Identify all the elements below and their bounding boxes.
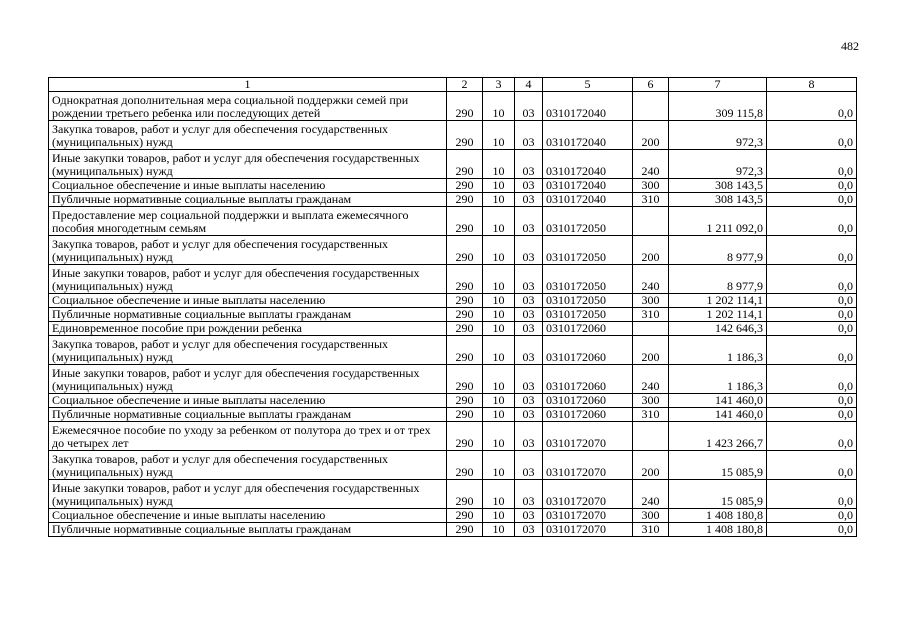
table-row [49,451,857,480]
cell-col-2: 290 [447,451,483,480]
cell-col-3: 10 [483,92,515,121]
cell-col-2: 290 [447,365,483,394]
row-name: Социальное обеспечение и иные выплаты населению [49,179,447,193]
cell-col-6 [633,322,669,336]
cell-col-3: 10 [483,422,515,451]
cell-col-3: 10 [483,236,515,265]
cell-col-6: 240 [633,480,669,509]
cell-col-7: 141 460,0 [669,394,767,408]
cell-col-6: 200 [633,336,669,365]
cell-col-6: 300 [633,179,669,193]
cell-col-5: 0310172070 [543,422,633,451]
table-row [49,179,857,193]
cell-col-6 [633,92,669,121]
cell-col-8: 0,0 [767,422,857,451]
cell-col-4: 03 [515,150,543,179]
table-row [49,322,857,336]
cell-col-7: 1 186,3 [669,365,767,394]
cell-col-5: 0310172060 [543,365,633,394]
cell-col-8: 0,0 [767,265,857,294]
cell-col-4: 03 [515,480,543,509]
cell-col-3: 10 [483,509,515,523]
header-row [49,78,857,92]
row-name: Однократная дополнительная мера социальной поддержки семей при рождении третьего ребенка или последующих детей [49,92,447,121]
table-row [49,92,857,121]
cell-col-7: 1 423 266,7 [669,422,767,451]
table-row [49,150,857,179]
cell-col-4: 03 [515,193,543,207]
cell-col-8: 0,0 [767,365,857,394]
cell-col-2: 290 [447,394,483,408]
cell-col-8: 0,0 [767,523,857,537]
cell-col-2: 290 [447,480,483,509]
cell-col-3: 10 [483,365,515,394]
cell-col-5: 0310172050 [543,236,633,265]
table-row [49,294,857,308]
cell-col-5: 0310172070 [543,523,633,537]
row-name: Публичные нормативные социальные выплаты гражданам [49,408,447,422]
cell-col-4: 03 [515,236,543,265]
cell-col-3: 10 [483,207,515,236]
cell-col-7: 308 143,5 [669,193,767,207]
cell-col-3: 10 [483,394,515,408]
cell-col-2: 290 [447,265,483,294]
column-header: 7 [669,78,767,92]
cell-col-7: 142 646,3 [669,322,767,336]
row-name: Публичные нормативные социальные выплаты гражданам [49,193,447,207]
cell-col-6: 310 [633,193,669,207]
cell-col-5: 0310172050 [543,308,633,322]
column-header: 1 [49,78,447,92]
cell-col-8: 0,0 [767,121,857,150]
cell-col-2: 290 [447,308,483,322]
cell-col-2: 290 [447,294,483,308]
cell-col-3: 10 [483,265,515,294]
cell-col-4: 03 [515,336,543,365]
cell-col-7: 972,3 [669,121,767,150]
cell-col-7: 15 085,9 [669,451,767,480]
row-name: Закупка товаров, работ и услуг для обеспечения государственных (муниципальных) нужд [49,336,447,365]
cell-col-2: 290 [447,121,483,150]
row-name: Публичные нормативные социальные выплаты гражданам [49,308,447,322]
cell-col-2: 290 [447,193,483,207]
column-header: 6 [633,78,669,92]
row-name: Иные закупки товаров, работ и услуг для обеспечения государственных (муниципальных) нужд [49,150,447,179]
row-name: Закупка товаров, работ и услуг для обеспечения государственных (муниципальных) нужд [49,451,447,480]
cell-col-6 [633,207,669,236]
cell-col-5: 0310172060 [543,336,633,365]
cell-col-8: 0,0 [767,150,857,179]
row-name: Закупка товаров, работ и услуг для обеспечения государственных (муниципальных) нужд [49,236,447,265]
row-name: Публичные нормативные социальные выплаты гражданам [49,523,447,537]
table-row [49,365,857,394]
cell-col-6: 310 [633,523,669,537]
table-row [49,236,857,265]
cell-col-2: 290 [447,336,483,365]
cell-col-2: 290 [447,92,483,121]
cell-col-8: 0,0 [767,394,857,408]
cell-col-8: 0,0 [767,509,857,523]
cell-col-6: 200 [633,451,669,480]
cell-col-6: 200 [633,236,669,265]
budget-table [48,77,857,537]
cell-col-5: 0310172040 [543,150,633,179]
cell-col-6: 300 [633,294,669,308]
cell-col-3: 10 [483,480,515,509]
cell-col-4: 03 [515,265,543,294]
cell-col-4: 03 [515,451,543,480]
cell-col-3: 10 [483,294,515,308]
cell-col-6: 240 [633,365,669,394]
cell-col-2: 290 [447,207,483,236]
cell-col-3: 10 [483,193,515,207]
column-header: 3 [483,78,515,92]
row-name: Единовременное пособие при рождении ребенка [49,322,447,336]
cell-col-3: 10 [483,451,515,480]
cell-col-3: 10 [483,308,515,322]
cell-col-6: 200 [633,121,669,150]
cell-col-5: 0310172040 [543,92,633,121]
cell-col-5: 0310172040 [543,179,633,193]
page-number: 482 [841,39,859,53]
cell-col-4: 03 [515,394,543,408]
cell-col-3: 10 [483,150,515,179]
cell-col-8: 0,0 [767,294,857,308]
cell-col-7: 8 977,9 [669,236,767,265]
cell-col-2: 290 [447,523,483,537]
cell-col-7: 308 143,5 [669,179,767,193]
cell-col-5: 0310172040 [543,121,633,150]
column-header: 2 [447,78,483,92]
cell-col-7: 972,3 [669,150,767,179]
table-row [49,480,857,509]
cell-col-5: 0310172060 [543,322,633,336]
cell-col-5: 0310172060 [543,394,633,408]
cell-col-5: 0310172050 [543,265,633,294]
cell-col-4: 03 [515,308,543,322]
column-header: 5 [543,78,633,92]
cell-col-6: 300 [633,509,669,523]
cell-col-5: 0310172050 [543,294,633,308]
cell-col-2: 290 [447,179,483,193]
cell-col-8: 0,0 [767,92,857,121]
table-row [49,509,857,523]
cell-col-7: 141 460,0 [669,408,767,422]
cell-col-2: 290 [447,408,483,422]
cell-col-7: 1 408 180,8 [669,509,767,523]
cell-col-2: 290 [447,322,483,336]
cell-col-8: 0,0 [767,236,857,265]
cell-col-4: 03 [515,179,543,193]
cell-col-3: 10 [483,121,515,150]
cell-col-6: 240 [633,150,669,179]
cell-col-7: 1 202 114,1 [669,308,767,322]
table-row [49,193,857,207]
row-name: Социальное обеспечение и иные выплаты населению [49,394,447,408]
table-row [49,121,857,150]
cell-col-6 [633,422,669,451]
cell-col-4: 03 [515,294,543,308]
cell-col-4: 03 [515,422,543,451]
cell-col-6: 240 [633,265,669,294]
row-name: Социальное обеспечение и иные выплаты населению [49,509,447,523]
cell-col-7: 8 977,9 [669,265,767,294]
cell-col-3: 10 [483,408,515,422]
cell-col-4: 03 [515,207,543,236]
cell-col-4: 03 [515,365,543,394]
cell-col-8: 0,0 [767,322,857,336]
cell-col-2: 290 [447,422,483,451]
cell-col-3: 10 [483,322,515,336]
cell-col-8: 0,0 [767,336,857,365]
cell-col-3: 10 [483,336,515,365]
row-name: Предоставление мер социальной поддержки и выплата ежемесячного пособия многодетным семьям [49,207,447,236]
table-row [49,336,857,365]
cell-col-8: 0,0 [767,451,857,480]
table-row [49,308,857,322]
row-name: Социальное обеспечение и иные выплаты населению [49,294,447,308]
column-header: 4 [515,78,543,92]
table-row [49,394,857,408]
cell-col-8: 0,0 [767,408,857,422]
cell-col-7: 309 115,8 [669,92,767,121]
cell-col-5: 0310172050 [543,207,633,236]
cell-col-4: 03 [515,509,543,523]
row-name: Закупка товаров, работ и услуг для обеспечения государственных (муниципальных) нужд [49,121,447,150]
cell-col-7: 15 085,9 [669,480,767,509]
cell-col-7: 1 211 092,0 [669,207,767,236]
cell-col-8: 0,0 [767,480,857,509]
table-row [49,408,857,422]
cell-col-4: 03 [515,523,543,537]
table-row [49,422,857,451]
cell-col-7: 1 186,3 [669,336,767,365]
cell-col-2: 290 [447,509,483,523]
cell-col-2: 290 [447,236,483,265]
table-row [49,207,857,236]
row-name: Иные закупки товаров, работ и услуг для обеспечения государственных (муниципальных) нужд [49,365,447,394]
cell-col-5: 0310172070 [543,480,633,509]
cell-col-5: 0310172070 [543,451,633,480]
cell-col-3: 10 [483,179,515,193]
cell-col-8: 0,0 [767,308,857,322]
cell-col-8: 0,0 [767,193,857,207]
cell-col-5: 0310172070 [543,509,633,523]
cell-col-4: 03 [515,121,543,150]
cell-col-2: 290 [447,150,483,179]
table-row [49,523,857,537]
cell-col-8: 0,0 [767,179,857,193]
row-name: Ежемесячное пособие по уходу за ребенком от полутора до трех и от трех до четырех лет [49,422,447,451]
row-name: Иные закупки товаров, работ и услуг для обеспечения государственных (муниципальных) нужд [49,480,447,509]
cell-col-4: 03 [515,322,543,336]
cell-col-4: 03 [515,92,543,121]
cell-col-5: 0310172060 [543,408,633,422]
cell-col-6: 300 [633,394,669,408]
cell-col-6: 310 [633,408,669,422]
cell-col-7: 1 202 114,1 [669,294,767,308]
cell-col-8: 0,0 [767,207,857,236]
table-row [49,265,857,294]
cell-col-5: 0310172040 [543,193,633,207]
cell-col-7: 1 408 180,8 [669,523,767,537]
cell-col-6: 310 [633,308,669,322]
column-header: 8 [767,78,857,92]
cell-col-3: 10 [483,523,515,537]
cell-col-4: 03 [515,408,543,422]
row-name: Иные закупки товаров, работ и услуг для обеспечения государственных (муниципальных) нужд [49,265,447,294]
